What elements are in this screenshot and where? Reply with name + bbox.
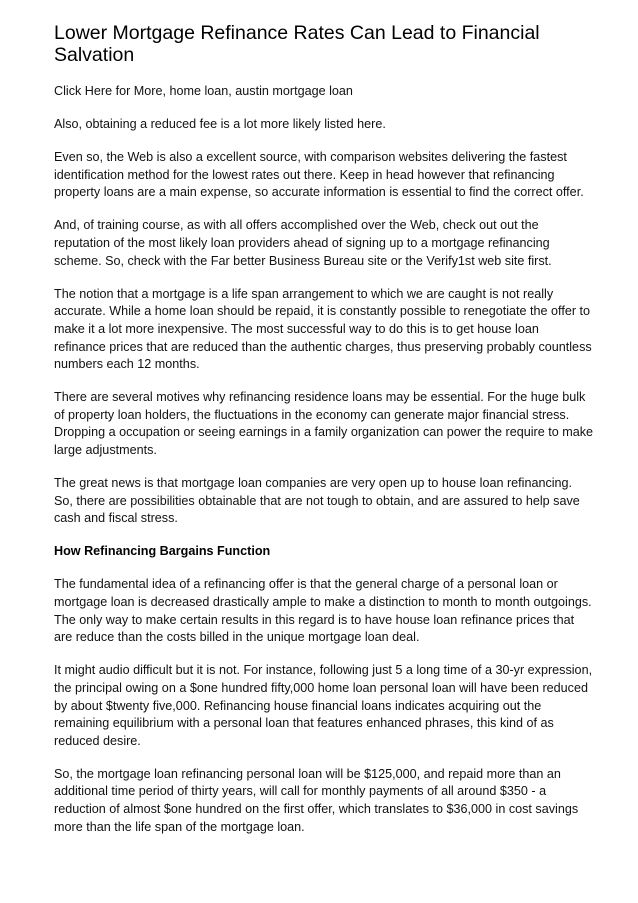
paragraph: Even so, the Web is also a excellent source, with comparison websites delivering the fastest identification method for the lowest rates out there. Keep in head however that refinancing property loans are a main expense, so accurate information is essential to find the correct offer.	[54, 150, 584, 200]
paragraph: It might audio difficult but it is not. For instance, following just 5 a long time of a 30-yr expression, the principal owing on a $one hundred fifty,000 home loan personal loan will have been reduced by about $twenty five,000. Refinancing house financial loans indicates acquiring out the remaining equilibrium with a personal loan that features enhanced phrases, this kind of as reduced desire.	[54, 663, 593, 748]
section-heading: How Refinancing Bargains Function	[54, 544, 271, 559]
paragraph: So, the mortgage loan refinancing personal loan will be $125,000, and repaid more than an additional time period of thirty years, will call for monthly payments of all around $350 - a reduction of almost $one hundred on the first offer, which translates to $36,000 in cost savings more than the life span of the mortgage loan.	[54, 766, 579, 834]
paragraph: And, of training course, as with all offers accomplished over the Web, check out out the reputation of the most likely loan providers ahead of signing up to a mortgage refinancing scheme. So, check with the Far better Business Bureau site or the Verify1st web site first.	[54, 218, 552, 268]
paragraph: The notion that a mortgage is a life span arrangement to which we are caught is not really accurate. While a home loan should be repaid, it is constantly possible to renegotiate the offer to make it a lot more inexpensive. The most successful way to do this is to get house loan refinance prices that are reduced than the authentic charges, thus preserving probably countless numbers each 12 months.	[54, 286, 592, 372]
document-title: Lower Mortgage Refinance Rates Can Lead to Financial Salvation	[54, 22, 540, 66]
paragraph: Also, obtaining a reduced fee is a lot more likely listed here.	[54, 117, 386, 132]
document-page	[54, 22, 594, 852]
paragraph: The fundamental idea of a refinancing offer is that the general charge of a personal loan or mortgage loan is decreased drastically ample to make a distinction to month to month outgoings. The only way to make certain results in this regard is to have house loan refinance prices that are reduce than the costs billed in the unique mortgage loan deal.	[54, 577, 592, 645]
links-line: Click Here for More, home loan, austin mortgage loan	[54, 84, 353, 98]
paragraph: The great news is that mortgage loan companies are very open up to house loan refinancing. So, there are possibilities obtainable that are not tough to obtain, and are assured to help save cash and fiscal stress.	[54, 476, 580, 526]
paragraph: There are several motives why refinancing residence loans may be essential. For the huge bulk of property loan holders, the fluctuations in the economy can generate major financial stress. Dropping a occupation or seeing earnings in a family organization can power the require to make large adjustments.	[54, 390, 594, 457]
